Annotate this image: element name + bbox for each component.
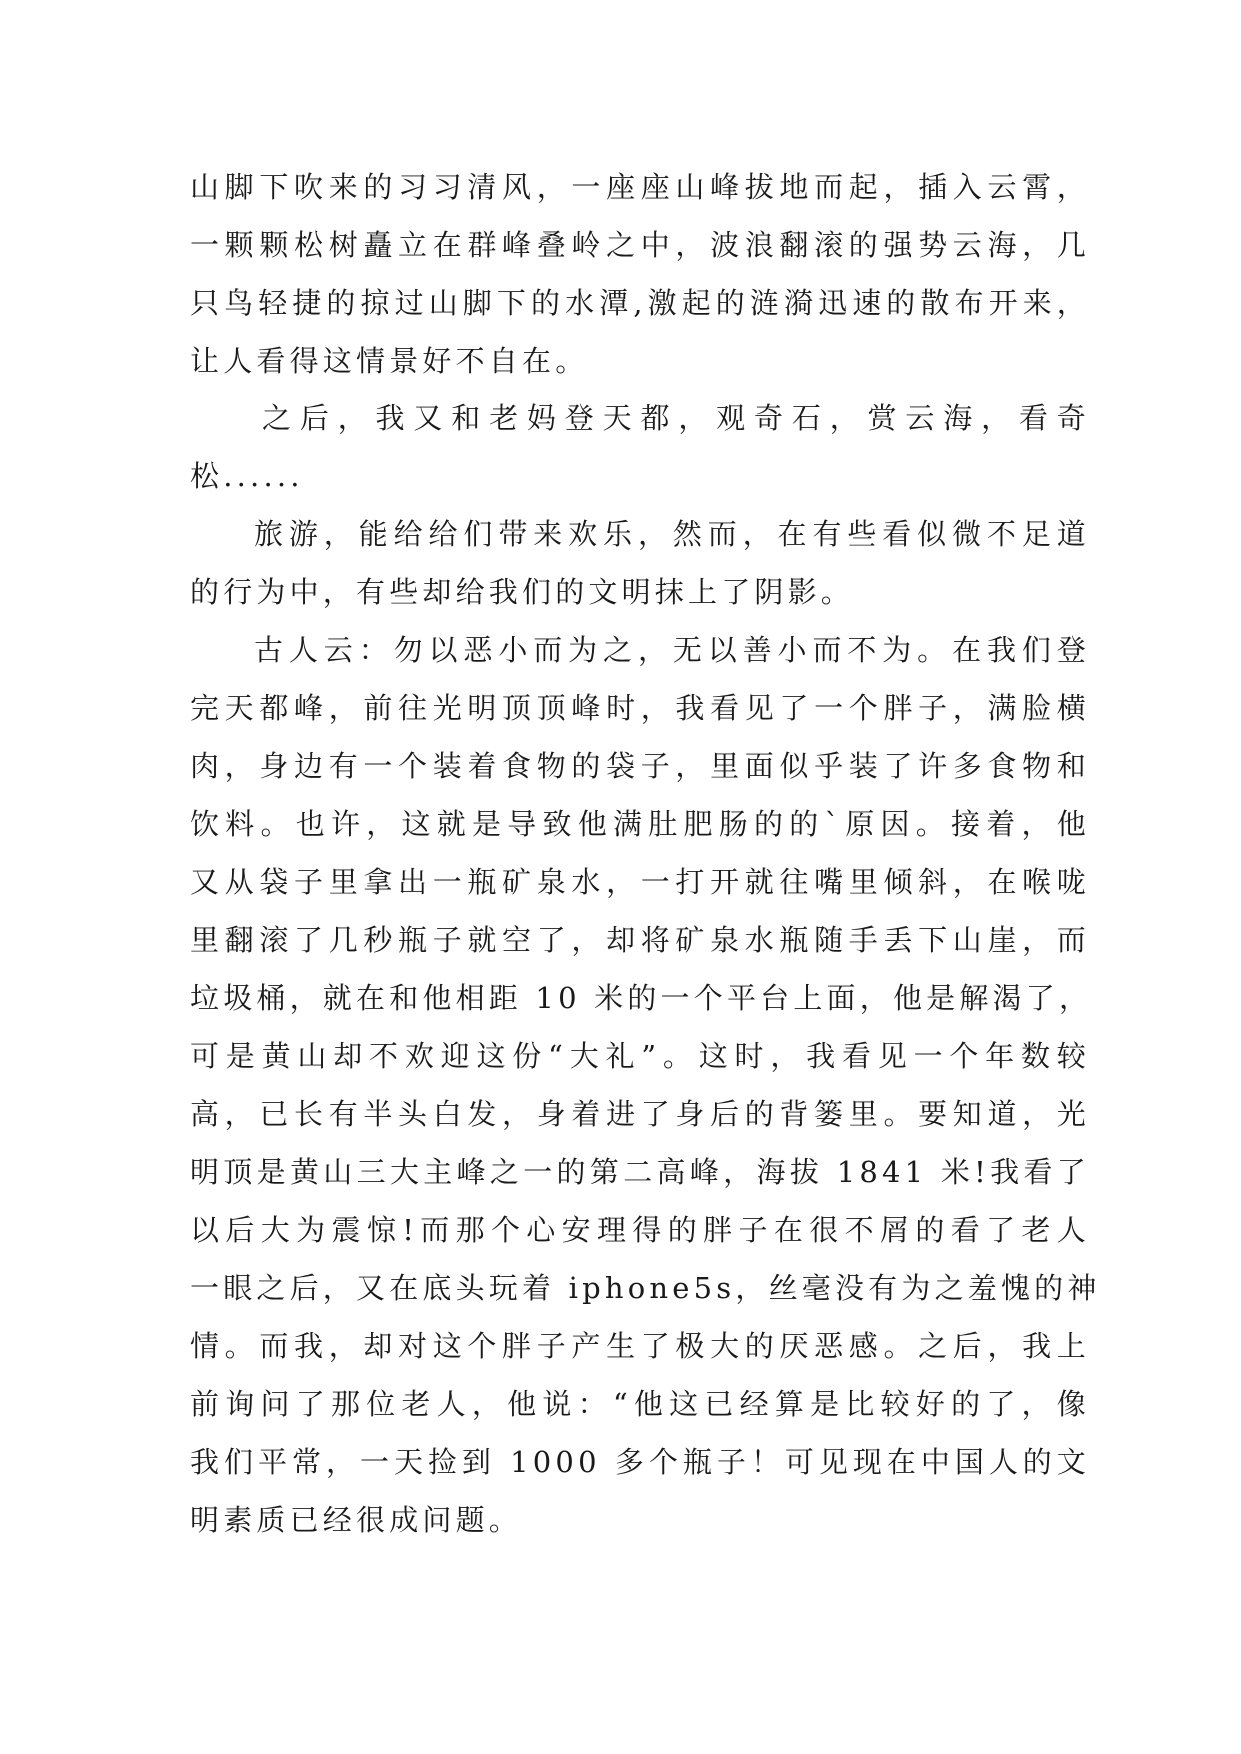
text-line-4: 让人看得这情景好不自在。 — [190, 344, 589, 378]
text-line-5: 之后，我又和老妈登天都，观奇石，赏云海，看奇 — [262, 401, 1090, 435]
text-line-13: 又从袋子里拿出一瓶矿泉水，一打开就往嘴里倾斜，在喉咙 — [190, 865, 1090, 899]
text-line-6: 松...... — [190, 459, 304, 493]
text-line-12: 饮料。也许，这就是导致他满肚肥肠的的`原因。接着，他 — [190, 807, 1090, 841]
text-line-2: 一颗颗松树矗立在群峰叠岭之中，波浪翻滚的强势云海，几 — [190, 228, 1090, 262]
text-line-19: 以后大为震惊!而那个心安理得的胖子在很不屑的看了老人 — [190, 1213, 1090, 1247]
text-line-22: 前询问了那位老人，他说：“他这已经算是比较好的了，像 — [190, 1387, 1090, 1421]
text-line-14: 里翻滚了几秒瓶子就空了，却将矿泉水瓶随手丢下山崖，而 — [190, 923, 1090, 957]
text-line-7: 旅游，能给给们带来欢乐，然而，在有些看似微不足道 — [254, 517, 1090, 551]
text-line-18: 明顶是黄山三大主峰之一的第二高峰，海拔 1841 米!我看了 — [190, 1155, 1090, 1189]
text-line-10: 完天都峰，前往光明顶顶峰时，我看见了一个胖子，满脸横 — [190, 691, 1090, 725]
text-line-20: 一眼之后，又在底头玩着 iphone5s，丝毫没有为之羞愧的神 — [190, 1271, 1101, 1305]
text-line-11: 肉，身边有一个装着食物的袋子，里面似乎装了许多食物和 — [190, 749, 1090, 783]
text-line-1: 山脚下吹来的习习清风，一座座山峰拔地而起，插入云霄， — [190, 170, 1090, 204]
text-line-23: 我们平常，一天捡到 1000 多个瓶子！可见现在中国人的文 — [190, 1445, 1090, 1479]
text-line-3: 只鸟轻捷的掠过山脚下的水潭,激起的涟漪迅速的散布开来， — [190, 286, 1090, 320]
text-line-8: 的行为中，有些却给我们的文明抹上了阴影。 — [190, 575, 855, 609]
text-line-24: 明素质已经很成问题。 — [190, 1503, 523, 1537]
text-line-16: 可是黄山却不欢迎这份“大礼”。这时，我看见一个年数较 — [190, 1039, 1090, 1073]
text-line-15: 垃圾桶，就在和他相距 10 米的一个平台上面，他是解渴了， — [190, 981, 1093, 1015]
text-line-9: 古人云：勿以恶小而为之，无以善小而不为。在我们登 — [254, 633, 1090, 667]
text-line-17: 高，已长有半头白发，身着进了身后的背篓里。要知道，光 — [190, 1097, 1090, 1131]
text-line-21: 情。而我，却对这个胖子产生了极大的厌恶感。之后，我上 — [190, 1329, 1090, 1363]
